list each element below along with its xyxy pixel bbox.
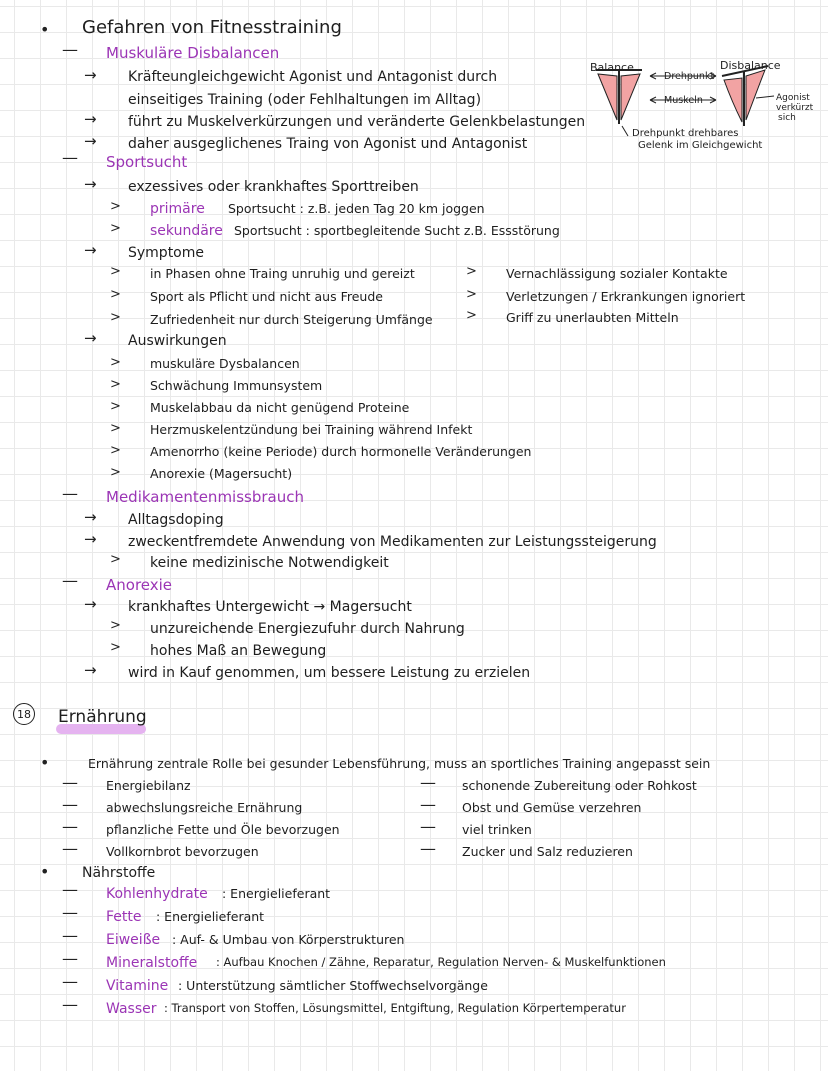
- dash-marker: —: [62, 795, 78, 814]
- gt-marker: >: [110, 377, 121, 392]
- medikamente-heading: Medikamentenmissbrauch: [106, 488, 304, 506]
- gt-marker: >: [110, 199, 121, 214]
- dash-marker: —: [62, 926, 78, 945]
- gt-marker: >: [110, 221, 121, 236]
- nutrient-name-1: Kohlenhydrate: [106, 886, 208, 902]
- bullet-dot: •: [40, 753, 50, 772]
- diagram-drehpunkt-label: Drehpunkt: [664, 71, 715, 82]
- effects-label: Auswirkungen: [128, 333, 227, 349]
- arrow-icon: →: [84, 530, 97, 548]
- nutrient-name-5: Vitamine: [106, 978, 169, 994]
- ernaehrung-heading: Ernährung: [58, 707, 147, 727]
- gt-marker: >: [110, 640, 121, 655]
- muskulaer-line-4: daher ausgeglichenes Traing von Agonist und Antagonist: [128, 136, 528, 152]
- symptom-left-2: Sport als Pflicht und nicht aus Freude: [150, 289, 383, 304]
- effect-5: Amenorrho (keine Periode) durch hormonelle Veränderungen: [150, 444, 532, 459]
- symptoms-label: Symptome: [128, 245, 205, 261]
- effect-2: Schwächung Immunsystem: [150, 378, 323, 393]
- dash-marker: —: [420, 839, 436, 858]
- gt-marker: >: [110, 552, 121, 567]
- diagram-disbalance-label: Disbalance: [720, 59, 781, 72]
- nutrient-name-4: Mineralstoffe: [106, 955, 198, 971]
- arrow-icon: →: [84, 66, 97, 84]
- dash-marker: —: [62, 571, 78, 590]
- dash-marker: —: [420, 773, 436, 792]
- tip-left-2: abwechslungsreiche Ernährung: [106, 800, 303, 815]
- gt-marker: >: [466, 287, 477, 302]
- dash-marker: —: [62, 148, 78, 167]
- disbalance-figure: [722, 66, 768, 126]
- symptom-right-1: Vernachlässigung sozialer Kontakte: [506, 266, 728, 281]
- dash-marker: —: [62, 903, 78, 922]
- medikamente-sub: keine medizinische Notwendigkeit: [150, 555, 389, 571]
- tip-left-1: Energiebilanz: [106, 778, 191, 793]
- nutrient-name-2: Fette: [106, 909, 142, 925]
- dash-marker: —: [420, 795, 436, 814]
- gt-marker: >: [110, 399, 121, 414]
- symptom-right-3: Griff zu unerlaubten Mitteln: [506, 310, 679, 325]
- tip-right-1: schonende Zubereitung oder Rohkost: [462, 778, 697, 793]
- tip-left-3: pflanzliche Fette und Öle bevorzugen: [106, 822, 340, 837]
- gt-marker: >: [466, 308, 477, 323]
- secondary-label: sekundäre: [150, 223, 223, 239]
- dash-marker: —: [62, 880, 78, 899]
- sportsucht-intro: exzessives oder krankhaftes Sporttreiben: [128, 179, 419, 195]
- dash-marker: —: [62, 839, 78, 858]
- dash-marker: —: [62, 949, 78, 968]
- primary-text: Sportsucht : z.B. jeden Tag 20 km joggen: [228, 201, 485, 216]
- nutrient-name-6: Wasser: [106, 1001, 157, 1017]
- muskulaer-line-3: führt zu Muskelverkürzungen und veränderte Gelenkbelastungen: [128, 114, 586, 130]
- bullet-dot: •: [40, 862, 50, 881]
- gt-marker: >: [110, 310, 121, 325]
- gt-marker: >: [466, 264, 477, 279]
- arrow-icon: →: [84, 175, 97, 193]
- dash-marker: —: [62, 995, 78, 1014]
- diagram-caption-1: Drehpunkt drehbares: [632, 128, 739, 139]
- arrow-icon: →: [84, 329, 97, 347]
- nutrient-name-3: Eiweiße: [106, 932, 161, 948]
- anorexie-sub-1: unzureichende Energiezufuhr durch Nahrung: [150, 621, 465, 637]
- dash-marker: —: [62, 773, 78, 792]
- dash-marker: —: [420, 817, 436, 836]
- section-title: Gefahren von Fitnesstraining: [82, 17, 342, 38]
- symptom-left-3: Zufriedenheit nur durch Steigerung Umfänge: [150, 312, 433, 327]
- nutrient-desc-1: : Energielieferant: [222, 886, 331, 901]
- gt-marker: >: [110, 421, 121, 436]
- gt-marker: >: [110, 264, 121, 279]
- gt-marker: >: [110, 287, 121, 302]
- diagram-verkuerzt-label: verkürzt: [776, 103, 814, 113]
- muskulaer-line-1: Kräfteungleichgewicht Agonist und Antagonist durch: [128, 69, 498, 85]
- medikamente-line-1: Alltagsdoping: [128, 512, 224, 528]
- naehrstoffe-label: Nährstoffe: [82, 865, 156, 881]
- medikamente-line-2: zweckentfremdete Anwendung von Medikamenten zur Leistungssteigerung: [128, 534, 657, 550]
- tip-right-3: viel trinken: [462, 822, 532, 837]
- anorexie-heading: Anorexie: [106, 576, 173, 594]
- gt-marker: >: [110, 443, 121, 458]
- nutrient-desc-2: : Energielieferant: [156, 909, 265, 924]
- diagram-balance-label: Balance: [590, 61, 634, 74]
- secondary-text: Sportsucht : sportbegleitende Sucht z.B. Essstörung: [234, 223, 560, 238]
- symptom-right-2: Verletzungen / Erkrankungen ignoriert: [506, 289, 746, 304]
- primary-label: primäre: [150, 201, 205, 217]
- bullet-dot: •: [40, 20, 50, 39]
- diagram-caption-2: Gelenk im Gleichgewicht: [638, 140, 763, 151]
- tip-left-4: Vollkornbrot bevorzugen: [106, 844, 259, 859]
- balance-figure: [596, 70, 642, 124]
- effect-6: Anorexie (Magersucht): [150, 466, 293, 481]
- nutrient-desc-4: : Aufbau Knochen / Zähne, Reparatur, Regulation Nerven- & Muskelfunktionen: [216, 955, 666, 969]
- dash-marker: —: [62, 972, 78, 991]
- muskulaer-heading: Muskuläre Disbalancen: [106, 44, 280, 62]
- arrow-icon: →: [84, 241, 97, 259]
- gt-marker: >: [110, 355, 121, 370]
- arrow-icon: →: [84, 132, 97, 150]
- dash-marker: —: [62, 40, 78, 59]
- muskulaer-line-2: einseitiges Training (oder Fehlhaltungen im Alltag): [128, 92, 482, 108]
- anorexie-sub-2: hohes Maß an Bewegung: [150, 643, 327, 659]
- arrow-icon: →: [84, 661, 97, 679]
- diagram-agonist-label: Agonist: [776, 93, 810, 103]
- arrow-icon: →: [84, 110, 97, 128]
- dash-marker: —: [62, 484, 78, 503]
- symptom-left-1: in Phasen ohne Traing unruhig und gereizt: [150, 266, 415, 281]
- effect-3: Muskelabbau da nicht genügend Proteine: [150, 400, 410, 415]
- nutrient-desc-5: : Unterstützung sämtlicher Stoffwechselvorgänge: [178, 978, 488, 993]
- gt-marker: >: [110, 618, 121, 633]
- tip-right-4: Zucker und Salz reduzieren: [462, 844, 633, 859]
- ernaehrung-intro: Ernährung zentrale Rolle bei gesunder Lebensführung, muss an sportliches Training angepasst sein: [88, 756, 711, 771]
- nutrient-desc-3: : Auf- & Umbau von Körperstrukturen: [172, 932, 405, 947]
- gt-marker: >: [110, 465, 121, 480]
- anorexie-line-1: krankhaftes Untergewicht → Magersucht: [128, 599, 412, 615]
- diagram-muskeln-label: Muskeln: [664, 95, 703, 106]
- arrow-icon: →: [84, 595, 97, 613]
- effect-1: muskuläre Dysbalancen: [150, 356, 300, 371]
- diagram-sich-label: sich: [778, 113, 796, 123]
- effect-4: Herzmuskelentzündung bei Training während Infekt: [150, 422, 473, 437]
- tip-right-2: Obst und Gemüse verzehren: [462, 800, 642, 815]
- arrow-icon: →: [84, 508, 97, 526]
- section-number-badge: 18: [13, 703, 35, 725]
- sportsucht-heading: Sportsucht: [106, 153, 188, 171]
- anorexie-line-2: wird in Kauf genommen, um bessere Leistung zu erzielen: [128, 665, 531, 681]
- dash-marker: —: [62, 817, 78, 836]
- nutrient-desc-6: : Transport von Stoffen, Lösungsmittel, Entgiftung, Regulation Körpertemperatur: [164, 1001, 626, 1015]
